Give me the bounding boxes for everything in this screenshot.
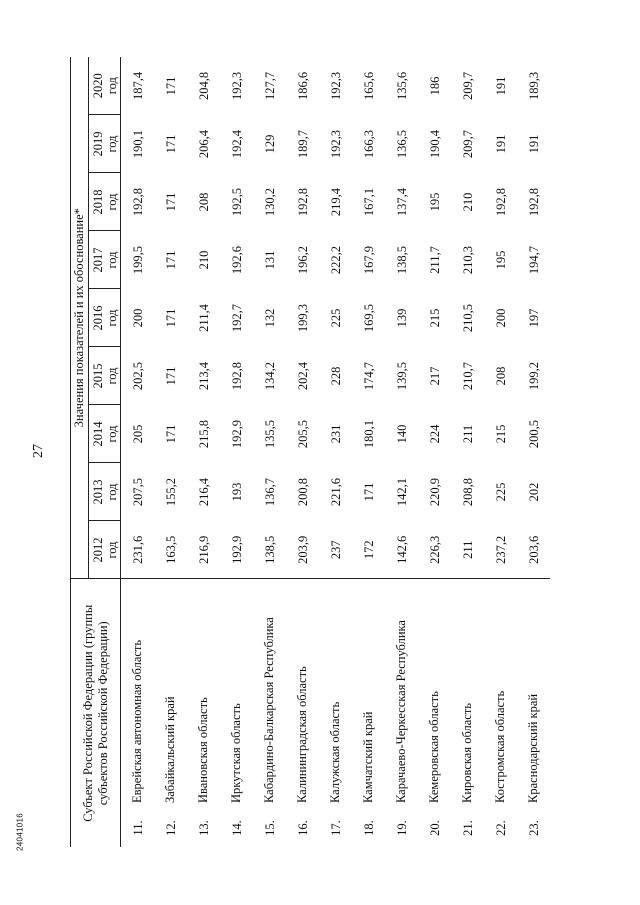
year-label: 2017: [90, 247, 105, 273]
row-number: 14.: [229, 820, 244, 836]
indicator-value: 211: [460, 540, 475, 559]
indicator-value: 171: [163, 192, 178, 212]
year-header: [89, 463, 121, 521]
year-unit: год: [104, 367, 119, 385]
indicator-value: 194,7: [526, 245, 541, 275]
subject-name: Кировская область: [451, 579, 484, 809]
year-header: [89, 115, 121, 173]
indicator-value: 200,5: [526, 419, 541, 449]
document-code: 24041016: [15, 813, 25, 851]
row-number: 13.: [196, 820, 211, 836]
indicator-value: 210,5: [460, 303, 475, 333]
year-label: 2018: [90, 189, 105, 215]
indicator-value: 155,2: [163, 477, 178, 507]
indicator-value: 195: [493, 250, 508, 270]
year-unit: год: [104, 135, 119, 153]
indicator-value: 216,9: [196, 535, 211, 564]
indicator-value: 167,9: [361, 245, 376, 275]
table-row: [319, 57, 352, 847]
indicator-value: 137,4: [394, 187, 409, 217]
indicator-value: 205,5: [295, 419, 310, 449]
indicator-value: 231,6: [130, 535, 145, 564]
indicator-value: 199,5: [130, 245, 145, 275]
indicator-value: 202: [526, 482, 541, 502]
indicator-value: 186: [427, 76, 442, 96]
indicator-value: 208,8: [460, 477, 475, 507]
indicator-value: 129: [262, 134, 277, 154]
indicator-value: 135,5: [262, 419, 277, 449]
year-label: 2016: [90, 305, 105, 331]
indicator-value: 215: [493, 424, 508, 444]
year-unit: год: [104, 309, 119, 327]
table-row: [517, 57, 550, 847]
indicator-value: 211,7: [427, 246, 442, 274]
indicator-value: 192,8: [229, 361, 244, 391]
indicator-value: 203,6: [526, 535, 541, 564]
indicator-value: 165,6: [361, 71, 376, 101]
indicator-value: 237,2: [493, 535, 508, 564]
year-unit: год: [104, 483, 119, 501]
indicator-value: 192,8: [493, 187, 508, 217]
table-row: [352, 57, 385, 847]
indicator-value: 134,2: [262, 361, 277, 391]
subject-name: Камчатский край: [352, 579, 385, 809]
subject-column-header: Субъект Российской Федерации (группы субъектов Российской Федерации): [70, 579, 121, 847]
indicator-value: 192,3: [229, 71, 244, 101]
table-row: [121, 57, 155, 847]
row-number: 22.: [493, 820, 508, 836]
year-header: [89, 405, 121, 463]
indicator-value: 216,4: [196, 477, 211, 507]
indicator-value: 186,6: [295, 71, 310, 101]
indicator-value: 208: [196, 192, 211, 212]
indicator-value: 195: [427, 192, 442, 212]
indicator-value: 192,9: [229, 535, 244, 564]
indicator-value: 167,1: [361, 187, 376, 217]
indicator-value: 192,3: [328, 129, 343, 159]
indicator-value: 199,3: [295, 303, 310, 333]
subject-name: Краснодарский край: [517, 579, 550, 809]
year-label: 2014: [90, 421, 105, 447]
row-number: 20.: [427, 820, 442, 836]
indicator-value: 135,6: [394, 71, 409, 101]
row-number: 17.: [328, 820, 343, 836]
indicator-value: 192,9: [229, 419, 244, 449]
table-row: [187, 57, 220, 847]
indicator-value: 140: [394, 424, 409, 444]
subject-name: Иркутская область: [220, 579, 253, 809]
indicator-value: 142,6: [394, 535, 409, 564]
indicator-value: 191: [526, 134, 541, 154]
indicator-value: 189,3: [526, 71, 541, 101]
indicator-value: 219,4: [328, 187, 343, 217]
indicator-value: 127,7: [262, 71, 277, 101]
indicator-value: 205: [130, 424, 145, 444]
row-number: 19.: [394, 820, 409, 836]
subject-name: Кемеровская область: [418, 579, 451, 809]
row-number: 21.: [460, 820, 475, 836]
year-label: 2015: [90, 363, 105, 389]
row-number: 16.: [295, 820, 310, 836]
indicator-value: 132: [262, 308, 277, 328]
indicator-value: 210: [196, 250, 211, 270]
indicator-value: 211: [460, 424, 475, 444]
indicator-value: 139: [394, 308, 409, 328]
indicator-value: 163,5: [163, 535, 178, 564]
indicator-value: 174,7: [361, 361, 376, 391]
indicator-value: 171: [163, 366, 178, 386]
indicator-value: 142,1: [394, 477, 409, 507]
year-unit: год: [104, 193, 119, 211]
year-unit: год: [104, 251, 119, 269]
table-row: [418, 57, 451, 847]
year-header: [89, 57, 121, 115]
table-row: [220, 57, 253, 847]
year-header: [89, 231, 121, 289]
values-column-header: Значения показателей и их обоснование*: [70, 57, 89, 579]
indicator-value: 171: [163, 308, 178, 328]
subject-name: Калужская область: [319, 579, 352, 809]
indicator-value: 169,5: [361, 303, 376, 333]
year-unit: год: [104, 77, 119, 95]
indicator-value: 130,2: [262, 187, 277, 217]
subject-name: Костромская область: [484, 579, 517, 809]
indicator-value: 210,7: [460, 361, 475, 391]
indicator-value: 180,1: [361, 419, 376, 449]
indicator-value: 196,2: [295, 245, 310, 275]
indicator-value: 192,5: [229, 187, 244, 217]
row-number: 23.: [526, 820, 541, 836]
table-row: [286, 57, 319, 847]
indicator-value: 192,8: [526, 187, 541, 217]
table-row: [253, 57, 286, 847]
indicator-value: 222,2: [328, 245, 343, 275]
indicator-value: 211,4: [196, 304, 211, 332]
indicator-value: 190,1: [130, 129, 145, 159]
indicator-value: 136,7: [262, 477, 277, 507]
indicator-value: 200,8: [295, 477, 310, 507]
indicator-value: 225: [493, 482, 508, 502]
table-header: [70, 57, 121, 847]
table-row: [451, 57, 484, 847]
indicator-value: 138,5: [394, 245, 409, 275]
subject-name: Карачаево-Черкесская Республика: [385, 579, 418, 809]
indicator-value: 206,4: [196, 129, 211, 159]
indicator-value: 226,3: [427, 535, 442, 564]
year-label: 2019: [90, 131, 105, 157]
indicator-value: 215,8: [196, 419, 211, 449]
row-number: 11.: [130, 820, 145, 836]
page-number: 27: [31, 444, 46, 458]
indicator-value: 191: [493, 134, 508, 154]
subject-name: Забайкальский край: [154, 579, 187, 809]
indicator-value: 192,6: [229, 245, 244, 275]
indicator-value: 209,7: [460, 71, 475, 101]
subject-name: Ивановская область: [187, 579, 220, 809]
indicator-value: 190,4: [427, 129, 442, 159]
indicator-value: 224: [427, 424, 442, 444]
indicator-value: 199,2: [526, 361, 541, 391]
indicator-value: 197: [526, 308, 541, 328]
indicator-value: 220,9: [427, 477, 442, 507]
indicator-value: 200: [493, 308, 508, 328]
year-label: 2012: [90, 537, 105, 563]
indicator-value: 237: [328, 540, 343, 560]
indicator-value: 136,5: [394, 129, 409, 159]
indicator-value: 209,7: [460, 129, 475, 159]
indicator-value: 213,4: [196, 361, 211, 391]
year-header: [89, 347, 121, 405]
indicator-value: 203,9: [295, 535, 310, 564]
indicator-value: 210,3: [460, 245, 475, 275]
indicator-value: 228: [328, 366, 343, 386]
row-number: 15.: [262, 820, 277, 836]
indicator-value: 200: [130, 308, 145, 328]
table-row: [385, 57, 418, 847]
indicator-value: 231: [328, 424, 343, 444]
indicator-value: 221,6: [328, 477, 343, 507]
indicator-value: 171: [163, 250, 178, 270]
indicator-value: 192,4: [229, 129, 244, 159]
indicator-value: 138,5: [262, 535, 277, 564]
indicator-value: 208: [493, 366, 508, 386]
indicator-value: 202,4: [295, 361, 310, 391]
indicator-value: 171: [163, 424, 178, 444]
table-region: [70, 57, 640, 836]
table-body: [121, 57, 551, 847]
indicator-value: 172: [361, 540, 376, 560]
subject-name: Калининградская область: [286, 579, 319, 809]
year-unit: год: [104, 541, 119, 559]
indicator-value: 210: [460, 192, 475, 212]
indicator-value: 217: [427, 366, 442, 386]
year-header: [89, 173, 121, 231]
indicator-table: [70, 57, 550, 847]
year-label: 2013: [90, 479, 105, 505]
subject-name: Еврейская автономная область: [121, 579, 155, 809]
indicator-value: 215: [427, 308, 442, 328]
indicator-value: 191: [493, 76, 508, 96]
indicator-value: 171: [163, 76, 178, 96]
indicator-value: 225: [328, 308, 343, 328]
indicator-value: 171: [163, 134, 178, 154]
indicator-value: 171: [361, 482, 376, 502]
table-row: [154, 57, 187, 847]
indicator-value: 187,4: [130, 71, 145, 101]
row-number: 18.: [361, 820, 376, 836]
year-label: 2020: [90, 73, 105, 99]
indicator-value: 131: [262, 250, 277, 270]
indicator-value: 192,8: [130, 187, 145, 217]
indicator-value: 192,3: [328, 71, 343, 101]
indicator-value: 202,5: [130, 361, 145, 391]
indicator-value: 204,8: [196, 71, 211, 101]
indicator-value: 192,8: [295, 187, 310, 217]
subject-name: Кабардино-Балкарская Республика: [253, 579, 286, 809]
year-header: [89, 521, 121, 579]
indicator-value: 189,7: [295, 129, 310, 159]
indicator-value: 139,5: [394, 361, 409, 391]
rotated-table: [70, 57, 620, 847]
indicator-value: 166,3: [361, 129, 376, 159]
indicator-value: 192,7: [229, 303, 244, 333]
top-rule: [70, 57, 71, 847]
indicator-value: 193: [229, 482, 244, 502]
indicator-value: 207,5: [130, 477, 145, 507]
year-unit: год: [104, 425, 119, 443]
table-row: [484, 57, 517, 847]
row-number: 12.: [163, 820, 178, 836]
year-header: [89, 289, 121, 347]
